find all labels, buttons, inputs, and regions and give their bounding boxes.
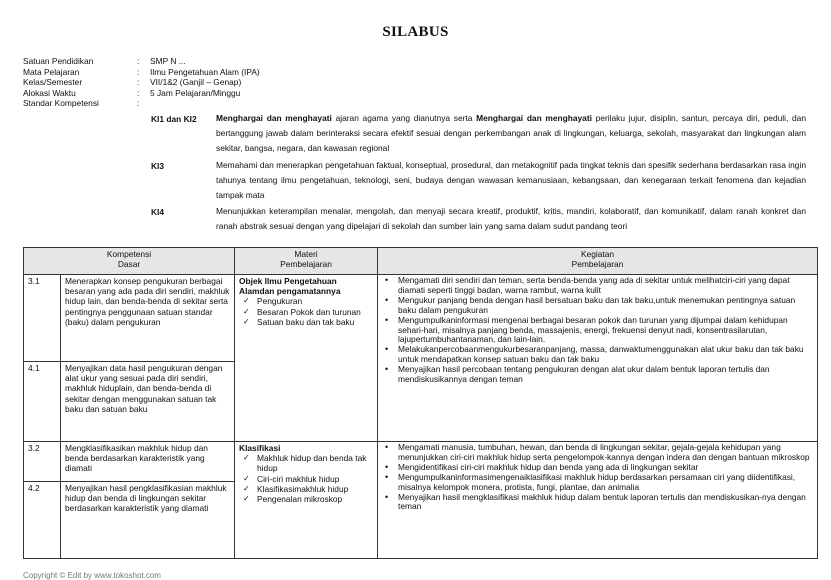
header-colon: :: [137, 77, 140, 87]
ki-text: Menunjukkan keterampilan menalar, mengolah, dan menyaji secara kreatif, produktif, kritis, mandiri, kolaboratif, dan komunikatif, dalam ranah konkret dan ranah abstrak sesuai dengan yang dipelajari di sekolah dan sumber lain yang sama dalam sudut pandang teori: [216, 206, 806, 232]
list-item: • Mengumpulkaninformasi mengenai berbagai besaran pokok dan turunan yang dijumpai dalam kehidupan sehari-hari, misalnya panjang benda, massajenis, energi, frekuensi denyut nadi, konsentrasilarutan, lajupertumbuhantanaman, dan lain-lain.: [382, 316, 813, 346]
header-text: Dasar: [117, 259, 141, 269]
header-label: Kelas/Semester: [23, 77, 83, 87]
ki-text: [216, 111, 806, 157]
list-item: ✓ Makhluk hidup dan benda tak hidup: [239, 453, 373, 473]
kd-number: 4.2: [24, 482, 61, 559]
header-text: Materi: [294, 249, 318, 259]
list-item: ✓ Ciri-ciri makhluk hidup: [239, 474, 373, 484]
kegiatan-cell: [378, 275, 818, 442]
list-item: • Menyajikan hasil percobaan tentang pengukuran dengan alat ukur dalam bentuk laporan tertulis dan mendiskusikannya dengan teman: [382, 365, 813, 385]
ki-label: KI3: [151, 161, 165, 171]
header-colon: :: [137, 87, 140, 98]
header-colon: :: [137, 66, 140, 77]
ki-label: KI1 dan KI2: [151, 114, 197, 124]
footer-copyright: Copyright © Edit by www.tokoshot.com: [23, 571, 161, 580]
kd-text: Menyajikan data hasil pengukuran dengan alat ukur yang sesuai pada diri sendiri, makhluk hiduplain, dan benda-benda di sekitar dengan menggunakan satuan tak baku dan satuan baku: [61, 362, 235, 442]
list-item: ✓ Satuan baku dan tak baku: [239, 317, 373, 327]
header-materi: [235, 248, 378, 275]
kd-number: 3.2: [24, 442, 61, 482]
list-item: ✓ Klasifikasimakhluk hidup: [239, 484, 373, 494]
header-text: Kompetensi: [106, 249, 152, 259]
list-item: ✓ Pengenalan mikroskop: [239, 494, 373, 504]
list-item: ✓ Besaran Pokok dan turunan: [239, 307, 373, 317]
kegiatan-list: [382, 443, 813, 512]
header-row-kelas: [23, 77, 813, 88]
header-value: Ilmu Pengetahuan Alam (IPA): [150, 66, 260, 77]
header-label: Alokasi Waktu: [23, 87, 76, 98]
header-value: 5 Jam Pelajaran/Minggu: [150, 87, 241, 98]
header-text: Pembelajaran: [280, 259, 332, 269]
header-label: Satuan Pendidikan: [23, 56, 94, 66]
table-header-row: [24, 248, 818, 275]
list-item: ✓ Pengukuran: [239, 296, 373, 306]
table-row: [24, 275, 818, 362]
header-colon: :: [137, 56, 140, 66]
ki-text-part: ajaran agama yang dianutnya serta: [331, 113, 477, 123]
materi-cell: [235, 275, 378, 442]
syllabus-table: [23, 247, 818, 559]
header-value: VII/1&2 (Ganjil – Genap): [150, 77, 242, 87]
kd-number: 4.1: [24, 362, 61, 442]
ki-bold-phrase: Menghargai dan menghayati: [476, 113, 592, 123]
header-label: Mata Pelajaran: [23, 66, 80, 77]
header-row-mapel: [23, 67, 813, 78]
materi-list: [239, 296, 373, 327]
materi-title: Objek Ilmu Pengetahuan Alamdan pengamatannya: [239, 276, 341, 297]
kd-text: Menerapkan konsep pengukuran berbagai besaran yang ada pada diri sendiri, makhluk hidup lain, dan benda-benda di sekitar serta pentingnya penggunaan satuan standar (baku) dalam pengukuran: [61, 275, 235, 362]
ki-text: Memahami dan menerapkan pengetahuan faktual, konseptual, prosedural, dan metakognitif pada tingkat teknis dan spesifik sederhana berdasarkan rasa ingin tahunya tentang ilmu pengetahuan, teknologi, seni, budaya dengan wawasan kemanusiaan, kebangsaan, dan kenegaraan terkait fenomena dan kejadian tampak mata: [216, 160, 806, 201]
list-item: • Mengamati manusia, tumbuhan, hewan, dan benda di lingkungan sekitar, gejala-gejala kehidupan yang menunjukkan ciri-ciri makhluk hidup serta pengelompok-kannya dengan indera dan dengan bantuan mikroskop: [382, 443, 813, 463]
header-colon: :: [137, 98, 140, 108]
kd-text: Menyajikan hasil pengklasifikasian makhluk hidup dan benda di lingkungan sekitar berdasarkan karakteristik yang diamati: [61, 482, 235, 559]
header-row-alokasi: [23, 88, 813, 99]
ki-text-part: perilaku jujur, disiplin, santun, percaya diri, peduli, dan bertanggung jawab dalam berinteraksi secara efektif sesuai dengan perkembangan anak di lingkungan, keluarga, sekolah, masyarakat dan lingkungan alam sekitar, bangsa, negara, dan kawasan regional: [216, 113, 807, 154]
header-text: Kegiatan: [580, 249, 615, 259]
materi-title: Klasifikasi: [239, 443, 281, 453]
list-item: • Melakukanpercobaanmengukurbesaranpanjang, massa, danwaktumenggunakan alat ukur baku dan tak baku untuk mendapatkan konsep satuan baku dan tak baku: [382, 345, 813, 365]
header-text: Pembelajaran: [571, 259, 624, 269]
materi-cell: [235, 442, 378, 559]
table-row: [24, 442, 818, 482]
kd-number: 3.1: [24, 275, 61, 362]
page-title: SILABUS: [382, 24, 449, 40]
header-value: SMP N ...: [150, 56, 186, 66]
list-item: • Mengumpulkaninformasimengenaiklasifikasi makhluk hidup berdasarkan persamaan ciri yang diidentifikasi, misalnya kelompok monera, protista, fungi, plantae, dan animalia: [382, 473, 813, 493]
materi-list: [239, 453, 373, 504]
header-row-standar: [23, 98, 813, 109]
header-row-satuan: [23, 56, 813, 67]
header-label: Standar Kompetensi: [23, 98, 99, 108]
list-item: • Menyajikan hasil mengklasifikasi makhluk hidup dalam bentuk laporan tertulis dan mendiskusikan-nya dengan teman: [382, 493, 813, 513]
list-item: • Mengamati diri sendiri dan teman, serta benda-benda yang ada di sekitar untuk melihatciri-ciri yang dapat diamati seperti tinggi badan, warna rambut, warna kulit: [382, 276, 813, 296]
kegiatan-cell: [378, 442, 818, 559]
list-item: • Mengidentifikasi ciri-ciri makhluk hidup dan benda yang ada di lingkungan sekitar: [382, 463, 813, 473]
kegiatan-list: [382, 276, 813, 385]
identity-header: [23, 56, 813, 109]
ki-label: KI4: [151, 207, 165, 217]
kd-text: Mengklasifikasikan makhluk hidup dan benda berdasarkan karakteristik yang diamati: [61, 442, 235, 482]
header-kegiatan: [378, 248, 818, 275]
ki-bold-phrase: Menghargai dan menghayati: [216, 113, 332, 123]
list-item: • Mengukur panjang benda dengan hasil bersatuan baku dan tak baku,untuk menemukan pentingnya satuan baku dalam pengukuran: [382, 296, 813, 316]
header-kompetensi-dasar: [24, 248, 235, 275]
